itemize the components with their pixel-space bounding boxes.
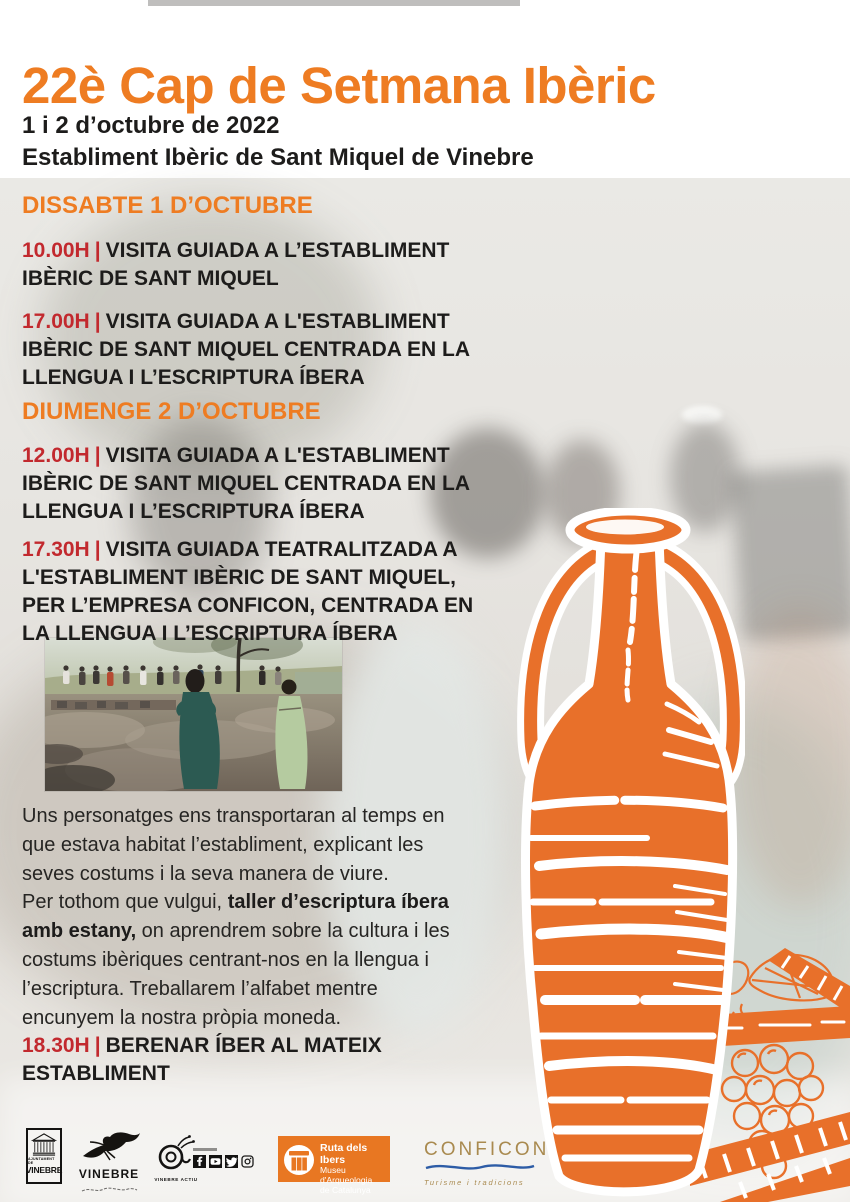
conficon-wave: [424, 1162, 536, 1172]
event-separator: |: [94, 310, 101, 333]
guided-visit-photo: [45, 638, 342, 791]
event-time: 10.00H: [22, 239, 90, 262]
event-item: [22, 308, 484, 392]
workshop-text-bold: taller d’escriptura íbera amb estany,: [22, 891, 449, 942]
event-time: 12.00H: [22, 444, 90, 467]
event-title: VISITA GUIADA A L'ESTABLIMENT IBÈRIC DE SANT MIQUEL CENTRADA EN LA LLENGUA I L’ESCRIPTURA ÍBERA: [22, 444, 470, 524]
event-dates: 1 i 2 d’octubre de 2022: [22, 112, 280, 139]
ajuntament-town: VINEBRE: [25, 1165, 63, 1175]
top-edge-strip: [148, 0, 520, 6]
instagram-icon: [241, 1155, 254, 1168]
event-subtitle: [22, 110, 534, 174]
event-item: [22, 536, 492, 649]
event-time: 17.30H: [22, 538, 90, 561]
event-item: [22, 237, 484, 293]
social-icons: [193, 1148, 254, 1168]
page-title: 22è Cap de Setmana Ibèric: [22, 57, 656, 115]
ruta-line1: Ruta dels Ibers: [320, 1142, 368, 1167]
social-caption: [193, 1148, 217, 1151]
vinebre-script-tagline: [80, 1185, 138, 1194]
conficon-logo: [424, 1139, 550, 1187]
iberian-amphora-illustration: [515, 508, 745, 1200]
ruta-dels-ibers-logo: [278, 1136, 390, 1195]
column-capital-icon: [283, 1144, 315, 1176]
event-item: [22, 442, 484, 526]
ajuntament-label: AJUNTAMENT DE: [28, 1157, 55, 1165]
workshop-text-post: on aprendrem sobre la cultura i les costums ibèriques centrant-nos en la llengua i l’escriptura. Treballarem l’alfabet mentre encunyem la nostra pròpia moneda.: [22, 920, 450, 1029]
ruta-line2: Museu d'Arqueologia: [320, 1165, 373, 1185]
event-title: BERENAR ÍBER AL MATEIX ESTABLIMENT: [22, 1034, 382, 1086]
event-location: Establiment Ibèric de Sant Miquel de Vinebre: [22, 143, 534, 171]
social-icon-row: [193, 1155, 254, 1168]
facebook-icon: [193, 1155, 206, 1168]
event-separator: |: [94, 444, 101, 467]
day2-heading: DIUMENGE 2 D’OCTUBRE: [22, 398, 321, 425]
heron-bird-icon: [77, 1130, 141, 1164]
vinebre-logo: [72, 1130, 146, 1199]
event-title: VISITA GUIADA A L'ESTABLIMENT IBÈRIC DE SANT MIQUEL CENTRADA EN LA LLENGUA I L’ESCRIPTURA ÍBERA: [22, 310, 470, 390]
event-title: VISITA GUIADA TEATRALITZADA A L'ESTABLIMENT IBÈRIC DE SANT MIQUEL, PER L’EMPRESA CONFICON, CENTRADA EN LA LLENGUA I L’ESCRIPTURA ÍBERA: [22, 538, 474, 646]
event-title: VISITA GUIADA A L’ESTABLIMENT IBÈRIC DE SANT MIQUEL: [22, 239, 450, 291]
ruta-dels-ibers-text: [320, 1142, 390, 1196]
event-item: [22, 1032, 484, 1088]
guided-visit-photo-art: [45, 638, 342, 791]
workshop-paragraph: [22, 888, 456, 1033]
vinebre-label: VINEBRE: [78, 1167, 140, 1181]
event-time: 17.00H: [22, 310, 90, 333]
conficon-name: CONFICON: [424, 1139, 550, 1160]
description-paragraph: Uns personatges ens transportaran al temps en que estava habitat l’establiment, explicant les seves costums i la seva manera de viure.: [22, 805, 445, 885]
workshop-text-pre: Per tothom que vulgui,: [22, 891, 228, 913]
footer-logos: [0, 1120, 850, 1202]
twitter-icon: [225, 1155, 238, 1168]
vinebre-actiu-label: VINEBRE ACTIU: [154, 1177, 198, 1182]
event-time: 18.30H: [22, 1034, 90, 1057]
conficon-tagline: Turisme i tradicions: [424, 1178, 525, 1187]
event-separator: |: [94, 239, 101, 262]
day1-heading: DISSABTE 1 D’OCTUBRE: [22, 192, 313, 219]
event-separator: |: [94, 538, 101, 561]
event-separator: |: [94, 1034, 101, 1057]
ajuntament-vinebre-logo: [26, 1128, 62, 1184]
town-hall-facade-icon: [30, 1132, 58, 1156]
youtube-icon: [209, 1155, 222, 1168]
ruta-line3: de Catalunya: [320, 1184, 371, 1195]
